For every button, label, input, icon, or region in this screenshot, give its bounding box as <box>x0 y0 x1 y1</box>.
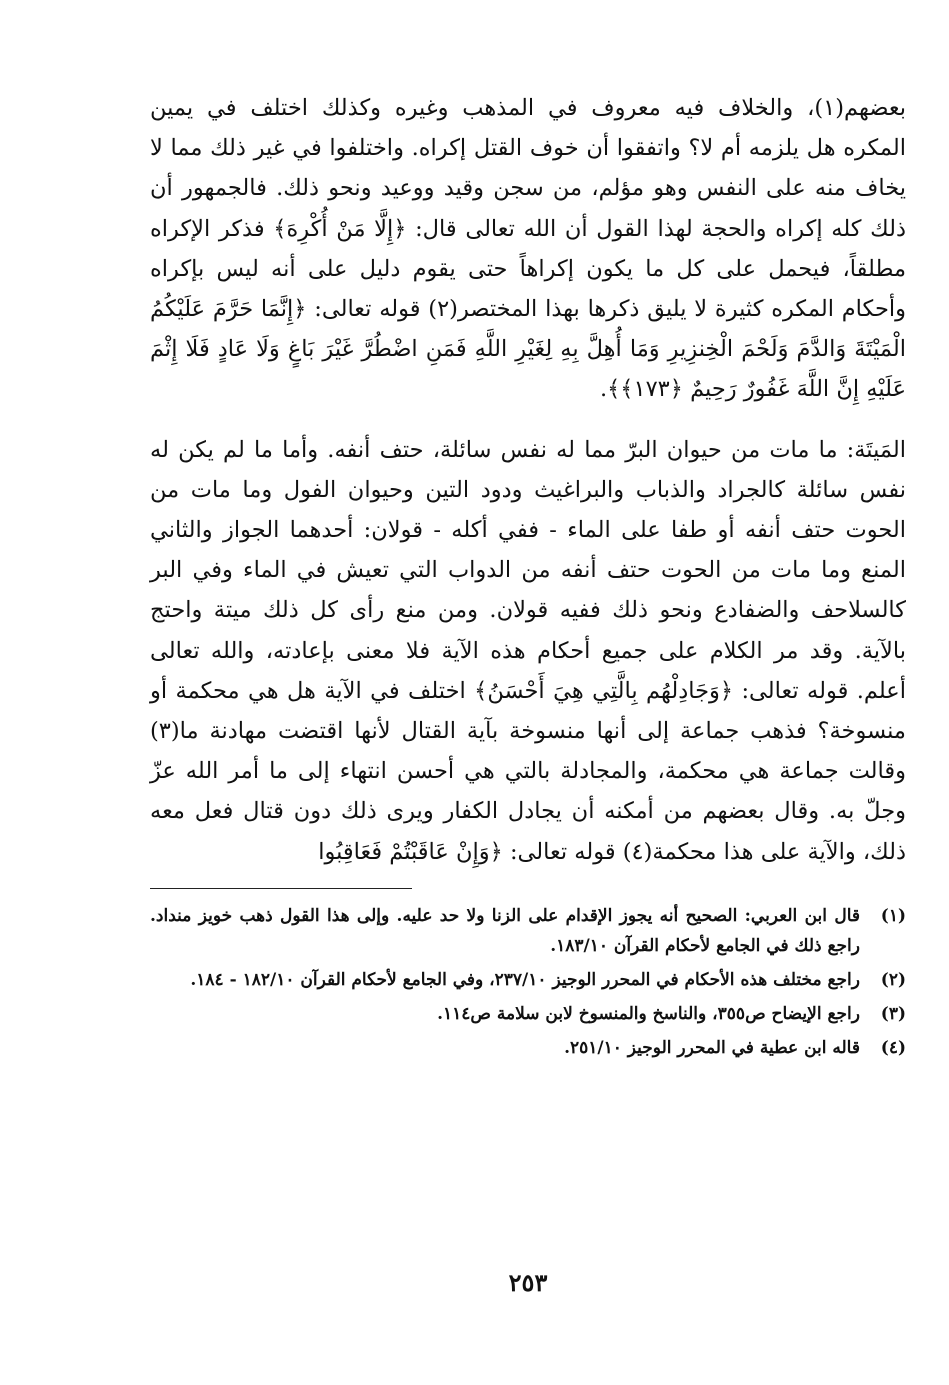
footnote-number: (١) <box>880 905 906 926</box>
footnote-separator <box>150 888 412 889</box>
body-paragraph-1: بعضهم(١)، والخلاف فيه معروف في المذهب وغيره وكذلك اختلف في يمين المكره هل يلزمه أم لا؟ واتفقوا أن خوف القتل إكراه. واختلفوا في غير ذلك مما لا يخاف منه على النفس وهو مؤلم، من سجن وقيد ووعيد ونحو ذلك. فالجمهور أن ذلك كله إكراه والحجة لهذا القول أن الله تعالى قال: ﴿إِلَّا مَنْ أُكْرِهَ﴾ فذكر الإكراه مطلقاً، فيحمل على كل ما يكون إكراهاً حتى يقوم دليل على أنه ليس بإكراه وأحكام المكره كثيرة لا يليق ذكرها بهذا المختصر(٢) قوله تعالى: ﴿إِنَّمَا حَرَّمَ عَلَيْكُمُ الْمَيْتَةَ وَالدَّمَ وَلَحْمَ الْخِنزِيرِ وَمَا أُهِلَّ بِهِ لِغَيْرِ اللَّهِ فَمَنِ اضْطُرَّ غَيْرَ بَاغٍ وَلَا عَادٍ فَلَا إِثْمَ عَلَيْهِ إِنَّ اللَّهَ غَفُورٌ رَحِيمٌ ﴿١٧٣﴾﴾. <box>150 95 906 403</box>
footnote-4 <box>150 1033 906 1063</box>
footnote-number: (٤) <box>880 1037 906 1058</box>
book-page <box>150 88 906 1298</box>
footnote-1 <box>150 901 906 961</box>
footnote-text: قاله ابن عطية في المحرر الوجيز ٢٥١/١٠. <box>564 1037 860 1058</box>
footnote-text: قال ابن العربي: الصحيح أنه يجوز الإقدام على الزنا ولا حد عليه. وإلى هذا القول ذهب خويز منداد. راجع ذلك في الجامع لأحكام القرآن ١٨٣/١٠. <box>150 905 860 956</box>
body-paragraph-2: المَيتَة: ما مات من حيوان البرّ مما له نفس سائلة، حتف أنفه. وأما ما لم يكن له نفس سائلة كالجراد والذباب والبراغيث ودود التين وحيوان الفول وما مات من الحوت حتف أنفه أو طفا على الماء - ففي أكله - قولان: أحدهما الجواز والثاني المنع وما مات من الحوت حتف أنفه من الدواب التي تعيش في الماء وفي البر كالسلاحف والضفادع ونحو ذلك ففيه قولان. ومن منع رأى كل ذلك ميتة واحتج بالآية. وقد مر الكلام على جميع أحكام هذه الآية فلا معنى بإعادته، والله تعالى أعلم. قوله تعالى: ﴿وَجَادِلْهُم بِالَّتِي هِيَ أَحْسَنُ﴾ اختلف في الآية هل هي محكمة أو منسوخة؟ فذهب جماعة إلى أنها منسوخة بآية القتال لأنها اقتضت مهادنة ما(٣) وقالت جماعة هي محكمة، والمجادلة بالتي هي أحسن انتهاء إلى ما أمر الله عزّ وجلّ به. وقال بعضهم من أمكنه أن يجادل الكفار ويرى ذلك دون قتال فعل معه ذلك، والآية على هذا محكمة(٤) قوله تعالى: ﴿وَإِنْ عَاقَبْتُمْ فَعَاقِبُوا <box>150 436 906 865</box>
footnote-text: راجع الإيضاح ص٣٥٥، والناسخ والمنسوخ لابن سلامة ص١١٤. <box>437 1003 860 1024</box>
footnote-number: (٢) <box>880 969 906 990</box>
page-number: ٢٥٣ <box>508 1268 548 1297</box>
footnote-number: (٣) <box>880 1003 906 1024</box>
footnotes <box>150 901 906 1063</box>
footnote-text: راجع مختلف هذه الأحكام في المحرر الوجيز ٢٣٧/١٠، وفي الجامع لأحكام القرآن ١٨٢/١٠ - ١٨٤. <box>190 969 860 990</box>
footnote-2 <box>150 965 906 995</box>
footnote-3 <box>150 999 906 1029</box>
